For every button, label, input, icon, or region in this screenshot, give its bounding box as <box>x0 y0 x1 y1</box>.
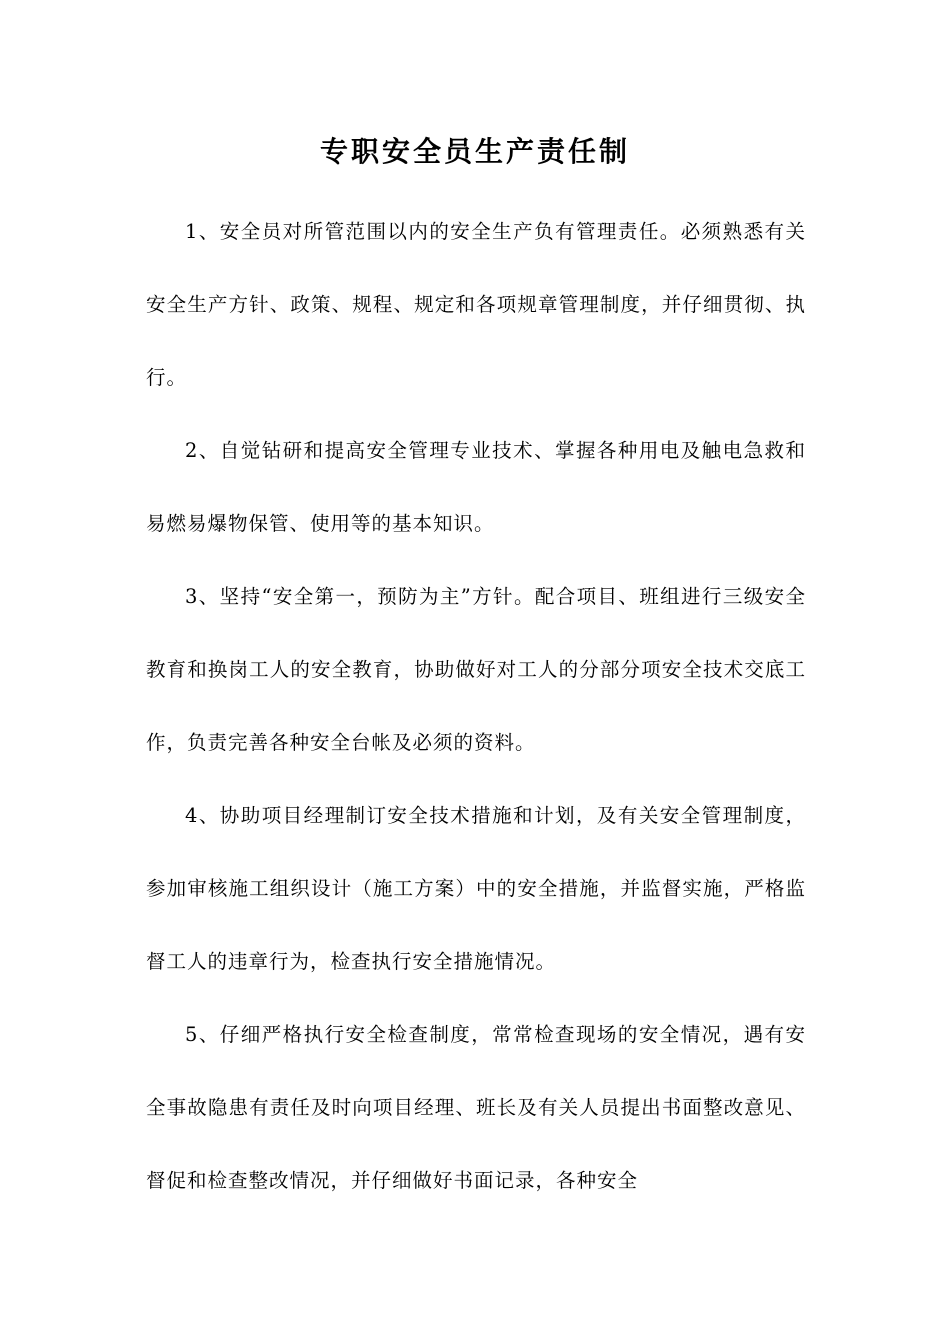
document-title: 专职安全员生产责任制 <box>319 135 630 168</box>
paragraph-2: 2、自觉钻研和提高安全管理专业技术、掌握各种用电及触电急救和易燃易爆物保管、使用等的基本知识。 <box>146 439 806 535</box>
document-body <box>146 195 806 1217</box>
paragraph-4: 4、协助项目经理制订安全技术措施和计划，及有关安全管理制度，参加审核施工组织设计（施工方案）中的安全措施，并监督实施，严格监督工人的违章行为，检查执行安全措施情况。 <box>146 804 806 973</box>
paragraph-5: 5、仔细严格执行安全检查制度，常常检查现场的安全情况，遇有安全事故隐患有责任及时向项目经理、班长及有关人员提出书面整改意见、督促和检查整改情况，并仔细做好书面记录，各种安全 <box>146 1023 806 1192</box>
paragraph-1: 1、安全员对所管范围以内的安全生产负有管理责任。必须熟悉有关安全生产方针、政策、规程、规定和各项规章管理制度，并仔细贯彻、执行。 <box>146 220 806 389</box>
paragraph-3: 3、坚持“安全第一，预防为主”方针。配合项目、班组进行三级安全教育和换岗工人的安全教育，协助做好对工人的分部分项安全技术交底工作，负责完善各种安全台帐及必须的资料。 <box>146 585 806 754</box>
